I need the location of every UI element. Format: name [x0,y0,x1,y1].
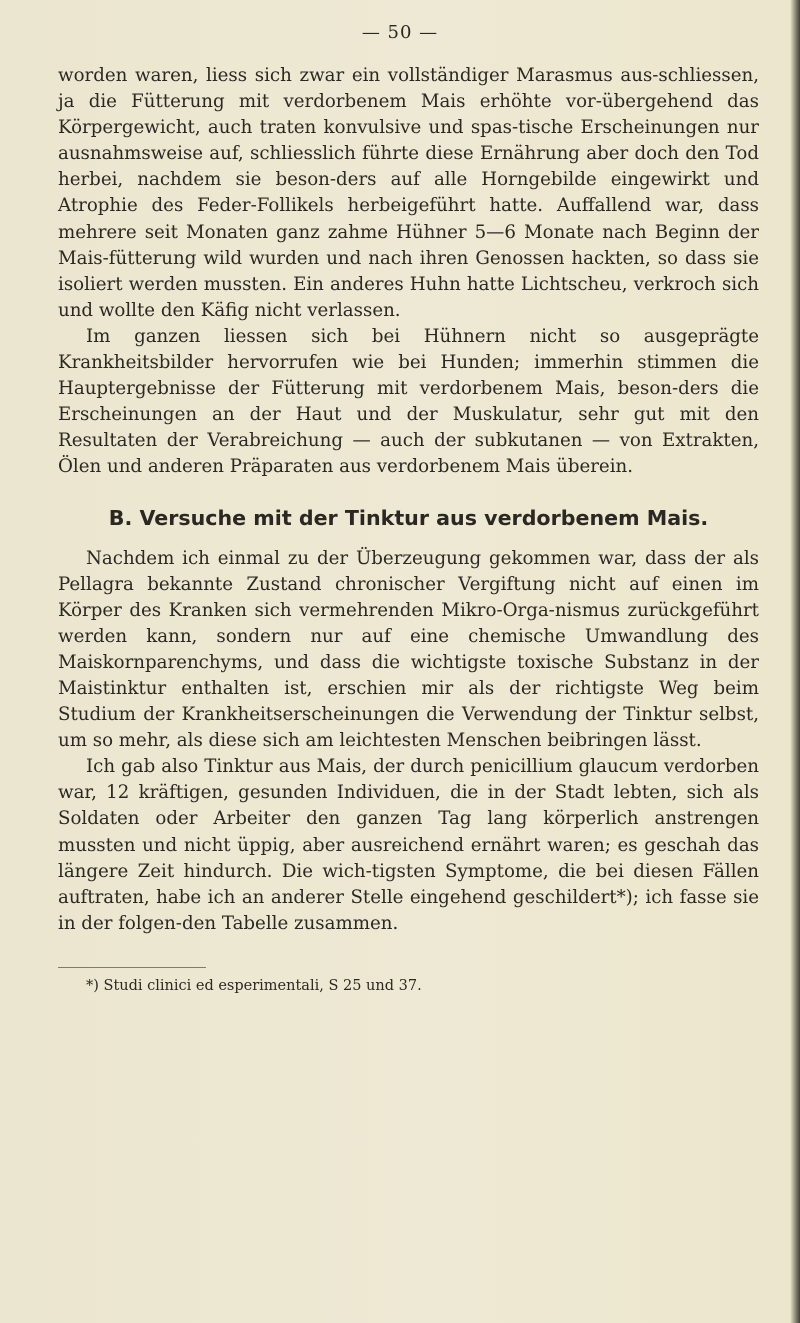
footnote-rule [58,967,206,968]
footnote: *) Studi clinici ed esperimentali, S 25 und 37. [86,977,422,994]
page-body [58,63,759,996]
page-number: — 50 — [361,22,439,43]
paragraph-continued: worden waren, liess sich zwar ein vollständiger Marasmus aus-schliessen, ja die Fütterung mit verdorbenem Mais erhöhte vor-übergehend das Körpergewicht, auch traten konvulsive und spas-tische Erscheinungen nur ausnahmsweise auf, schliesslich führte diese Ernährung aber doch den Tod herbei, nachdem sie beson-ders auf alle Horngebilde eingewirkt und Atrophie des Feder-Follikels herbeigeführt hatte. Auffallend war, dass mehrere seit Monaten ganz zahme Hühner 5—6 Monate nach Beginn der Mais-fütterung wild wurden und nach ihren Genossen hackten, so dass sie isoliert werden mussten. Ein anderes Huhn hatte Lichtscheu, verkroch sich und wollte den Käfig nicht verlassen. [58,65,759,321]
page-edge-shadow [790,0,800,1323]
section-heading: B. Versuche mit der Tinktur aus verdorbenem Mais. [108,505,709,530]
paragraph-summary: Im ganzen liessen sich bei Hühnern nicht so ausgeprägte Krankheitsbilder hervorrufen wie bei Hunden; immerhin stimmen die Hauptergebnisse der Fütterung mit verdorbenem Mais, beson-ders die Erscheinungen an der Haut und der Muskulatur, sehr gut mit den Resultaten der Verabreichung — auch der subkutanen — von Extrakten, Ölen und anderen Präparaten aus verdorbenem Mais überein. [58,325,759,478]
paragraph-experiment: Ich gab also Tinktur aus Mais, der durch penicillium glaucum verdorben war, 12 kräftigen, gesunden Individuen, die in der Stadt lebten, sich als Soldaten oder Arbeiter den ganzen Tag lang körperlich anstrengen mussten und nicht üppig, aber ausreichend ernährt waren; es geschah das längere Zeit hindurch. Die wich-tigsten Symptome, die bei diesen Fällen auftraten, habe ich an anderer Stelle eingehend geschildert*); ich fasse sie in der folgen-den Tabelle zusammen. [58,756,759,934]
paragraph-intro: Nachdem ich einmal zu der Überzeugung gekommen war, dass der als Pellagra bekannte Zustand chronischer Vergiftung nicht auf einen im Körper des Kranken sich vermehrenden Mikro-Orga-nismus zurückgeführt werden kann, sondern nur auf eine chemische Umwandlung des Maiskornparenchyms, und dass die wichtigste toxische Substanz in der Maistinktur enthalten ist, erschien mir als der richtigste Weg beim Studium der Krankheitserscheinungen die Verwendung der Tinktur selbst, um so mehr, als diese sich am leichtesten Menschen beibringen lässt. [58,547,759,752]
